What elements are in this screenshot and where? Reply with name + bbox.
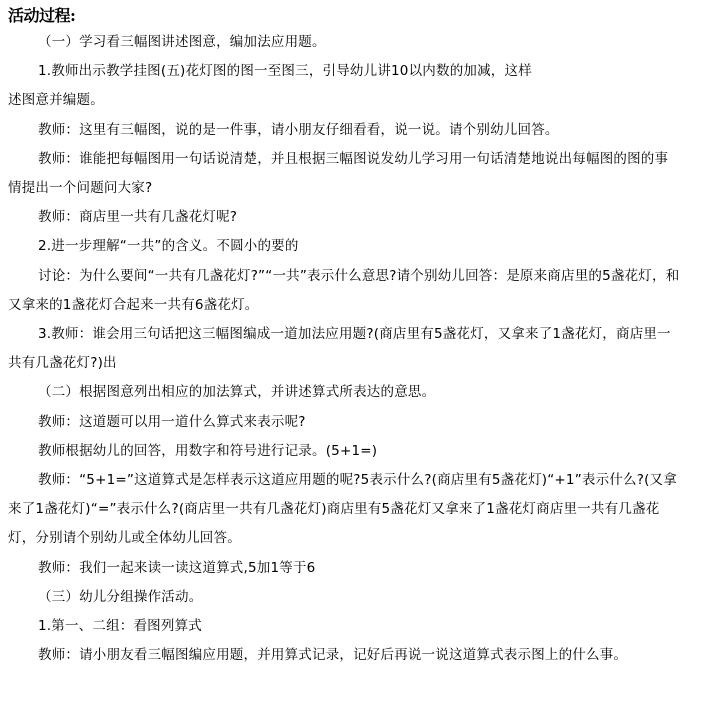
paragraph: 教师：请小朋友看三幅图编应用题，并用算式记录，记好后再说一说这道算式表示图上的什么事。 — [38, 647, 628, 664]
paragraph: 讨论：为什么要间“一共有几盏花灯?”“一共”表示什么意思?请个别幼儿回答：是原来商店里的5盏花灯，和又拿来的1盏花灯合起来一共有6盏花灯。 — [8, 267, 680, 313]
paragraph: 1.第一、二组：看图列算式 — [38, 618, 202, 635]
paragraph: 教师：“5+1=”这道算式是怎样表示这道应用题的呢?5表示什么?(商店里有5盏花灯)“+1”表示什么?(又拿来了1盏花灯)“=”表示什么?(商店里一共有几盏花灯)商店里有5盏花灯又拿来了1盏花灯商店里一共有几盏花灯，分别请个别幼儿或全体幼儿回答。 — [8, 472, 677, 547]
section-heading-3: （三）幼儿分组操作活动。 — [38, 588, 203, 605]
paragraph: 教师：这里有三幅图，说的是一件事，请小朋友仔细看看，说一说。请个别幼儿回答。 — [38, 121, 559, 138]
paragraph: 教师根据幼儿的回答，用数字和符号进行记录。(5+1=) — [38, 442, 378, 459]
section-heading-2: （二）根据图意列出相应的加法算式，并讲述算式所表达的意思。 — [38, 384, 436, 401]
paragraph: 2.进一步理解“一共”的含义。不圆小的要的 — [38, 238, 299, 255]
paragraph: 教师：谁能把每幅图用一句话说清楚，并且根据三幅图说发幼儿学习用一句话清楚地说出每幅图的图的事情提出一个问题问大家? — [8, 150, 669, 197]
paragraph: 3.教师：谁会用三句话把这三幅图编成一道加法应用题?(商店里有5盏花灯，又拿来了1盏花灯，商店里一共有几盏花灯?)出 — [8, 326, 671, 372]
paragraph: 教师：商店里一共有几盏花灯呢? — [38, 209, 238, 226]
section-heading-1: （一）学习看三幅图讲述图意，编加法应用题。 — [38, 34, 326, 50]
paragraph: 教师：这道题可以用一道什么算式来表示呢? — [38, 413, 306, 430]
paragraph: 教师：我们一起来读一读这道算式,5加1等于6 — [38, 559, 316, 576]
paragraph: 1.教师出示教学挂图(五)花灯图的图一至图三，引导幼儿讲10以内数的加减，这样 — [38, 63, 532, 80]
document-body — [8, 4, 680, 670]
section-title: 活动过程: — [8, 6, 76, 25]
paragraph: 述图意并编题。 — [8, 92, 104, 109]
